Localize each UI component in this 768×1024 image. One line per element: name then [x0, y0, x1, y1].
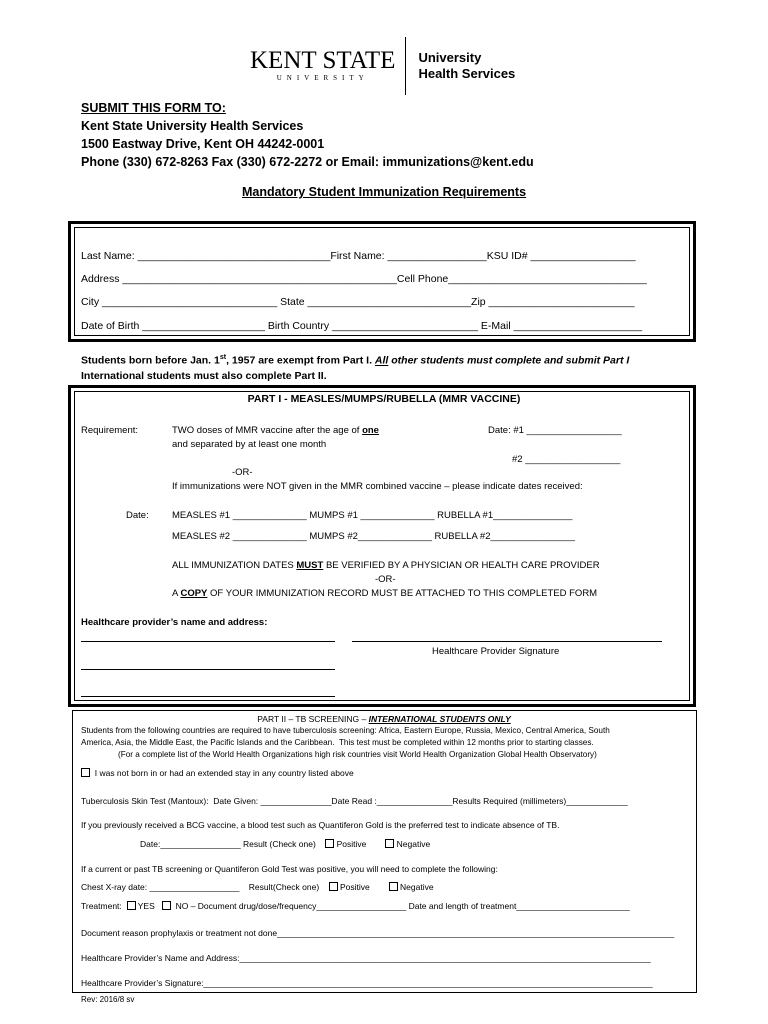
exemption-note: Students born before Jan. 1st, 1957 are exempt from Part I. All other students must complete and submit Part I International students must also complete Part II.: [81, 354, 630, 382]
blood-test-row[interactable]: Date:_________________ Result (Check one) Positive Negative: [140, 839, 431, 849]
copy-statement: A COPY OF YOUR IMMUNIZATION RECORD MUST BE ATTACHED TO THIS COMPLETED FORM: [172, 588, 598, 599]
city-row[interactable]: City ______________________________ State ____________________________Zip _________________________: [81, 296, 635, 308]
countries-text-1: Students from the following countries are required to have tuberculosis screening: Africa, Eastern Europe, Russia, Mexico, Central America, South: [81, 726, 610, 735]
address-row[interactable]: Address _______________________________________________Cell Phone__________________________________: [81, 273, 647, 285]
requirement-text: TWO doses of MMR vaccine after the age of one: [172, 425, 379, 436]
address-line-1: Kent State University Health Services: [81, 119, 304, 133]
provider-line-1[interactable]: [81, 641, 335, 642]
skin-test-row[interactable]: Tuberculosis Skin Test (Mantoux): Date Given: _______________Date Read :________________Results Required (millimeters)_____________: [81, 796, 628, 806]
verify-statement: ALL IMMUNIZATION DATES MUST BE VERIFIED BY A PHYSICIAN OR HEALTH CARE PROVIDER: [172, 560, 600, 571]
positive-instructions: If a current or past TB screening or Quantiferon Gold Test was positive, you will need to complete the following:: [81, 864, 498, 874]
not-combined-note: If immunizations were NOT given in the MMR combined vaccine – please indicate dates received:: [172, 481, 583, 492]
part1-title: PART I - MEASLES/MUMPS/RUBELLA (MMR VACCINE): [247, 393, 521, 405]
name-row[interactable]: Last Name: _________________________________First Name: _________________KSU ID# __________________: [81, 250, 636, 262]
provider-line-2[interactable]: [81, 669, 335, 670]
xray-negative-checkbox[interactable]: [389, 882, 398, 891]
who-reference: (For a complete list of the World Health Organizations high risk countries visit World Health Organization Global Health Observatory): [118, 750, 597, 759]
logo-wordmark: KENT STATE UNIVERSITY: [250, 47, 396, 82]
checkbox-icon[interactable]: [81, 768, 90, 777]
provider-heading: Healthcare provider’s name and address:: [81, 617, 268, 628]
kent-state-logo: [250, 36, 515, 96]
dose-1-row[interactable]: MEASLES #1 ______________ MUMPS #1 ______________ RUBELLA #1_______________: [172, 510, 573, 521]
requirement-label: Requirement:: [81, 425, 139, 436]
reason-row[interactable]: Document reason prophylaxis or treatment not done____________________________________________________________________________________: [81, 928, 675, 938]
revision-label: Rev: 2016/8 sv: [81, 995, 135, 1004]
address-line-2: 1500 Eastway Drive, Kent OH 44242-0001: [81, 137, 325, 151]
provider-signature-row[interactable]: Healthcare Provider’s Signature:_______________________________________________________________________________________________: [81, 978, 653, 988]
mmr-date-1[interactable]: Date: #1 __________________: [488, 425, 622, 436]
part2-title: PART II – TB SCREENING – INTERNATIONAL STUDENTS ONLY: [257, 714, 511, 724]
bcg-note: If you previously received a BCG vaccine, a blood test such as Quantiferon Gold is the preferred test to indicate absence of TB.: [81, 820, 560, 830]
or-divider-2: -OR-: [375, 574, 396, 585]
dose-2-row[interactable]: MEASLES #2 ______________ MUMPS #2______________ RUBELLA #2________________: [172, 531, 576, 542]
no-checkbox[interactable]: [162, 901, 171, 910]
submit-heading: SUBMIT THIS FORM TO:: [81, 101, 226, 115]
provider-line-3[interactable]: [81, 696, 335, 697]
form-title: Mandatory Student Immunization Requirements: [241, 185, 527, 199]
yes-checkbox[interactable]: [127, 901, 136, 910]
or-divider: -OR-: [232, 467, 253, 478]
xray-row[interactable]: Chest X-ray date: ___________________ Result(Check one) Positive Negative: [81, 882, 434, 892]
xray-positive-checkbox[interactable]: [329, 882, 338, 891]
treatment-row[interactable]: Treatment: YES NO – Document drug/dose/frequency___________________ Date and length of treatment________________________: [81, 901, 630, 911]
logo-department: University Health Services: [418, 50, 516, 81]
signature-caption: Healthcare Provider Signature: [432, 646, 560, 657]
logo-divider: [405, 37, 406, 95]
mmr-date-2[interactable]: #2 __________________: [512, 454, 621, 465]
submit-address-block: [81, 99, 534, 171]
provider-name-row[interactable]: Healthcare Provider’s Name and Address:_______________________________________________________________________________________: [81, 953, 651, 963]
negative-checkbox[interactable]: [385, 839, 394, 848]
date-label: Date:: [126, 510, 149, 521]
countries-text-2: America, Asia, the Middle East, the Pacific Islands and the Caribbean. This test must be completed within 12 months prior to starting classes.: [81, 738, 594, 747]
contact-line: Phone (330) 672-8263 Fax (330) 672-2272 or Email: immunizations@kent.edu: [81, 155, 534, 169]
not-born-option[interactable]: I was not born in or had an extended stay in any country listed above: [81, 768, 354, 778]
birth-row[interactable]: Date of Birth _____________________ Birth Country _________________________ E-Mail ______________________: [81, 320, 643, 332]
signature-line[interactable]: [352, 641, 662, 642]
requirement-text-2: and separated by at least one month: [172, 439, 327, 450]
positive-checkbox[interactable]: [325, 839, 334, 848]
